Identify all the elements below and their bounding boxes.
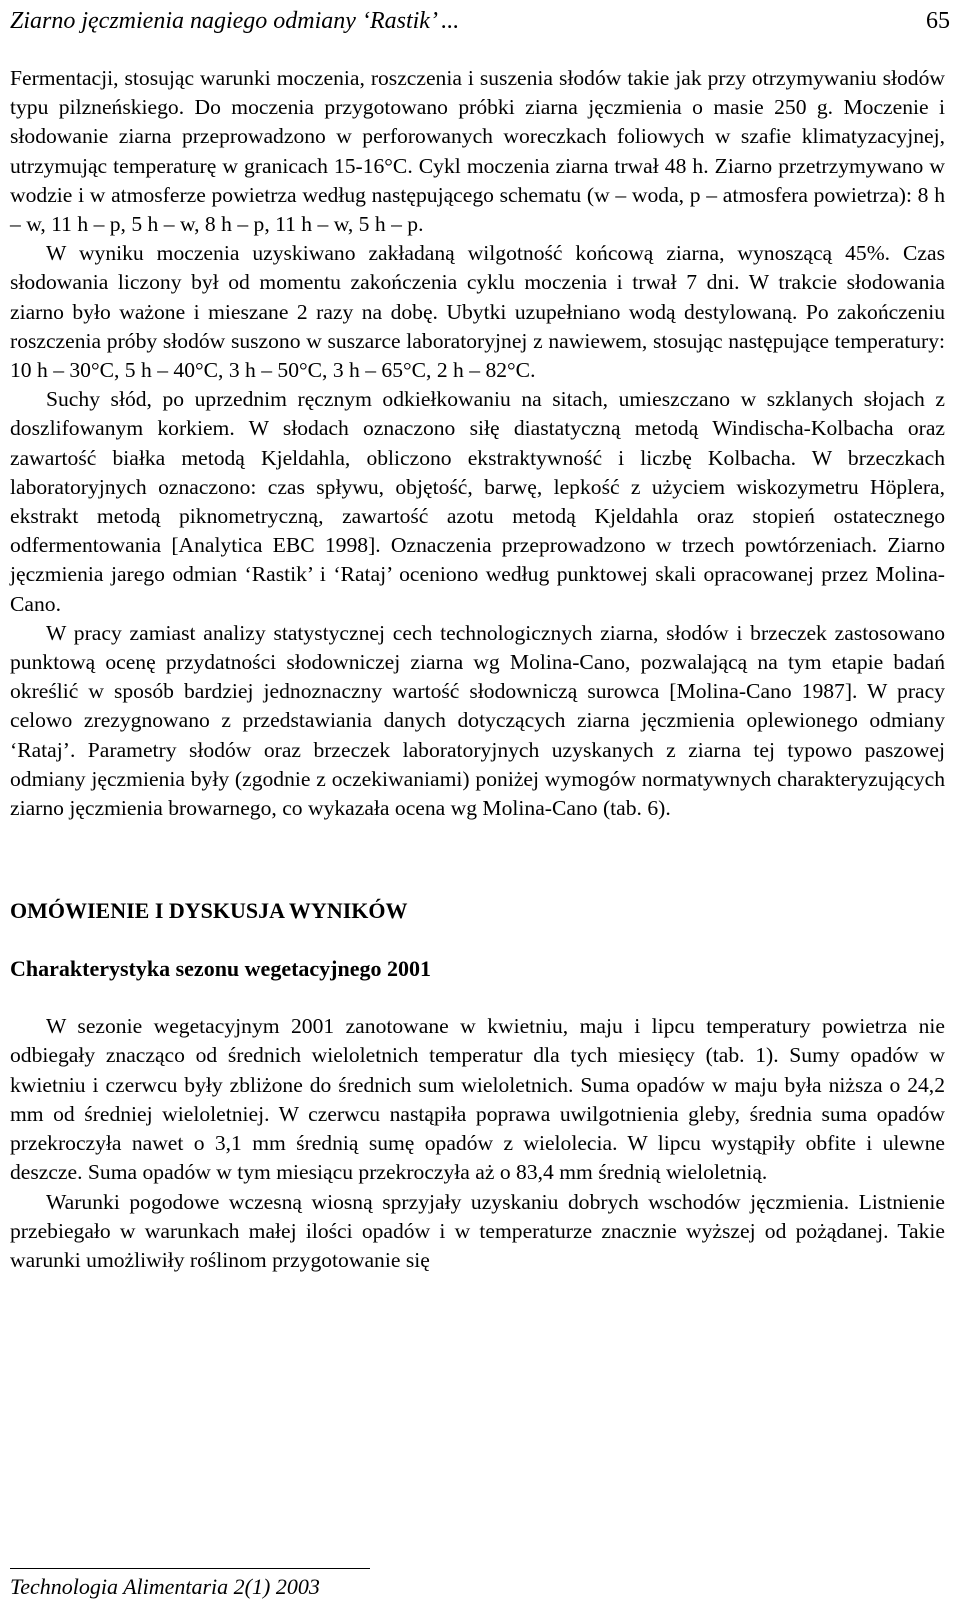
- journal-footer: Technologia Alimentaria 2(1) 2003: [10, 1574, 320, 1599]
- paragraph-season-conditions: Warunki pogodowe wczesną wiosną sprzyjały uzyskaniu dobrych wschodów jęczmienia. Listnienie przebiegało w warunkach małej ilości opadów i w temperaturze znacznie wyższej od pożądanej. Takie warunki umożliwiły roślinom przygotowanie się: [10, 1189, 945, 1272]
- paragraph-season-weather: W sezonie wegetacyjnym 2001 zanotowane w kwietniu, maju i lipcu temperatury powietrza nie odbiegały znacząco od średnich wieloletnich temperatur dla tych miesięcy (tab. 1). Sumy opadów w kwietniu i czerwcu były zbliżone do średnich sum wieloletnich. Suma opadów w maju była niższa o 24,2 mm od średniej wieloletniej. W czerwcu nastąpiła poprawa uwilgotnienia gleby, średnia suma opadów przekroczyła nawet o 3,1 mm średnią sumę opadów z wielolecia. W lipcu wystąpiły obfite i ulewne deszcze. Suma opadów w tym miesiącu przekroczyła aż o 83,4 mm średnią wieloletnią.: [10, 1014, 945, 1185]
- paragraph-methods-malting: W wyniku moczenia uzyskiwano zakładaną wilgotność końcową ziarna, wynoszącą 45%. Czas słodowania liczony był od momentu zakończenia cyklu moczenia i trwał 7 dni. W trakcie słodowania ziarno było ważone i mieszane 2 razy na dobę. Ubytki uzupełniano wodą destylowaną. Po zakończeniu roszczenia próby słodów suszono w suszarce laboratoryjnej z nawiewem, stosując następujące temperatury: 10 h – 30°C, 5 h – 40°C, 3 h – 50°C, 3 h – 65°C, 2 h – 82°C.: [10, 241, 945, 383]
- page-body: [10, 64, 945, 1275]
- footer-rule: [10, 1568, 370, 1569]
- paragraph-spacer: [10, 983, 945, 1012]
- section-heading: OMÓWIENIE I DYSKUSJA WYNIKÓW: [10, 898, 408, 924]
- paragraph-methods-steeping: Fermentacji, stosując warunki moczenia, roszczenia i suszenia słodów takie jak przy otrzymywaniu słodów typu pilzneńskiego. Do moczenia przygotowano próbki ziarna jęczmienia o masie 250 g. Moczenie i słodowanie ziarna przeprowadzono w perforowanych woreczkach foliowych w szafie klimatyzacyjnej, utrzymując temperaturę w granicach 15-16°C. Cykl moczenia ziarna trwał 48 h. Ziarno przetrzymywano w wodzie i w atmosferze powietrza według następującego schematu (w – woda, p – atmosfera powietrza): 8 h – w, 11 h – p, 5 h – w, 8 h – p, 11 h – w, 5 h – p.: [10, 66, 945, 237]
- running-header: [10, 8, 950, 38]
- paragraph-methods-analysis: Suchy słód, po uprzednim ręcznym odkiełkowaniu na sitach, umieszczano w szklanych słojach z doszlifowanym korkiem. W słodach oznaczono siłę diastatyczną metodą Windischa-Kolbacha oraz zawartość białka metodą Kjeldahla, obliczono ekstraktywność i liczbę Kolbacha. W brzeczkach laboratoryjnych oznaczono: czas spływu, objętość, barwę, lepkość z użyciem wiskozymetru Höplera, ekstrakt metodą piknometryczną, zawartość azotu metodą Kjeldahla oraz stopień ostatecznego odfermentowania [Analytica EBC 1998]. Oznaczenia przeprowadzono w trzech powtórzeniach. Ziarno jęczmienia jarego odmian ‘Rastik’ i ‘Rataj’ oceniono według punktowej skali opracowanej przez Molina-Cano.: [10, 387, 945, 616]
- paragraph-methods-evaluation: W pracy zamiast analizy statystycznej cech technologicznych ziarna, słodów i brzeczek zastosowano punktową ocenę przydatności słodowniczej ziarna wg Molina-Cano, pozwalającą na tym etapie badań określić w sposób bardziej jednoznaczny wartość słodowniczą surowca [Molina-Cano 1987]. W pracy celowo zrezygnowano z przedstawiania danych dotyczących ziarna jęczmienia oplewionego odmiany ‘Rataj’. Parametry słodów oraz brzeczek laboratoryjnych uzyskanych z ziarna tej typowo paszowej odmiany jęczmienia były (zgodnie z oczekiwaniami) poniżej wymogów normatywnych charakteryzujących ziarno jęczmienia browarnego, co wykazała ocena wg Molina-Cano (tab. 6).: [10, 620, 945, 821]
- subsection-heading: Charakterystyka sezonu wegetacyjnego 2001: [10, 956, 431, 982]
- running-title: Ziarno jęczmienia nagiego odmiany ‘Rastik’ ...: [10, 8, 460, 34]
- page-number: 65: [926, 8, 950, 34]
- subsection-spacer: [10, 925, 945, 954]
- section-spacer: [10, 823, 945, 896]
